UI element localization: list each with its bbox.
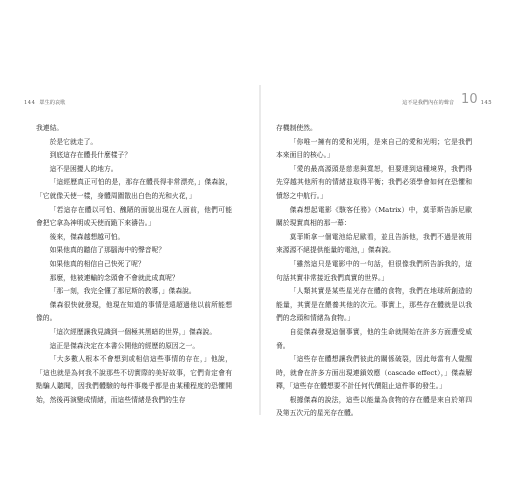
right-running-header <box>398 94 492 106</box>
right-page-number: 145 <box>480 100 492 106</box>
paragraph: 傑森想起電影《駭客任務》（Matrix）中，莫菲斯告訴尼歐關於現實真相的那一幕： <box>276 205 472 228</box>
paragraph: 到底這存在體長什麼樣子？ <box>49 151 132 160</box>
paragraph: 「這些存在體想讓我們彼此的關係破裂，因此每當有人覺醒時，就會在許多方面出現連鎖效應（cascade effect），」傑森解釋，「這些存在體想要不計任何代價阻止這件事的發生。」 <box>276 355 472 391</box>
paragraph: 「愛的最高源頭是慈悲與寬恕，但要達到這種境界，我們得先穿越其他所有的情緒並取得平衡；我們必須學會如何在恐懼和憤怒之中航行。」 <box>276 164 472 200</box>
paragraph: 如果他真的相信自己快死了呢？ <box>49 259 145 268</box>
paragraph: 「大多數人根本不會想到或相信這些事情的存在，」他說，「這也就是為何我不說那些不切實際的美好故事，它們肯定會有點騙人聽聞，因我們體驗的每件事幾乎都是由某種程度的恐懼開始，然後再演變成情緒，而這些情緒是我們的生存 <box>36 355 232 404</box>
paragraph: 存機制使然。 <box>276 124 317 132</box>
paragraph: 莫菲斯拿一個電池給尼歐看，並且告訴他，我們不過是被用來源源不絕提供能量的電池，」傑森說。 <box>276 232 472 255</box>
paragraph: 後來，傑森越想越可怕。 <box>49 232 125 241</box>
paragraph: 自從傑森發現這個事實，他的生命就開始在許多方面遭受威脅。 <box>276 327 472 350</box>
left-header-title: 眾生的哀歌 <box>39 100 66 106</box>
left-body-text <box>36 122 232 407</box>
paragraph: 這不是困擾人的地方。 <box>49 164 118 173</box>
paragraph: 「雖然這只是電影中的一句話，但很像我們所告訴我的，這句話其實非常接近我們真實的世界。」 <box>276 259 472 282</box>
paragraph: 傑森很快就發現，他現在知道的事情是遠超過他以前所能想像的。 <box>36 300 232 323</box>
left-running-header <box>24 94 69 106</box>
paragraph: 根據傑森的說法，這些以能量為食物的存在體是來自於第四及第五次元的星光存在體。 <box>276 395 472 418</box>
paragraph: 「這次經歷讓我見識到一個極其黑暗的世界，」傑森說。 <box>49 327 217 336</box>
chapter-number: 10 <box>461 92 478 107</box>
paragraph: 「人類其實是某些星光存在體的食物，我們在地球所創造的能量，其實是在餵養其他的次元。事實上，那些存在體就是以我們的念頭和情緒為食物。」 <box>276 287 472 323</box>
paragraph: 「若這存在體以可怕、醜陋的面貌出現在人面前，他們可能會把它拿為神明或天使而跪下來禱告。」 <box>36 205 232 228</box>
right-header-title: 這不是我們內在的聲音 <box>402 100 455 106</box>
paragraph: 「你唯一擁有的愛和光明，是來自己的愛和光明；它是我們本來面目的核心。」 <box>276 137 472 160</box>
right-page <box>260 0 520 500</box>
paragraph: 於是它就走了。 <box>49 137 98 146</box>
paragraph: 「這經歷真正可怕的是，那存在體長得非常漂亮，」傑森說，「它就像天使一樣，身體周圍散出白色的光和火花，」 <box>36 178 232 200</box>
paragraph: 我連結。 <box>36 124 64 132</box>
paragraph: 那麼，他被連輸的念頭會不會就此成真呢？ <box>49 273 179 282</box>
right-body-text <box>276 122 472 421</box>
paragraph: 這正是傑森決定在本書公開他的經歷的原因之一。 <box>49 341 200 350</box>
paragraph: 如果他真的聽信了那腦海中的聲音呢？ <box>49 246 166 255</box>
left-page-number: 144 <box>24 100 36 106</box>
paragraph: 「那一刻，我完全懂了那尼斯的教導，」傑森說。 <box>49 287 196 296</box>
